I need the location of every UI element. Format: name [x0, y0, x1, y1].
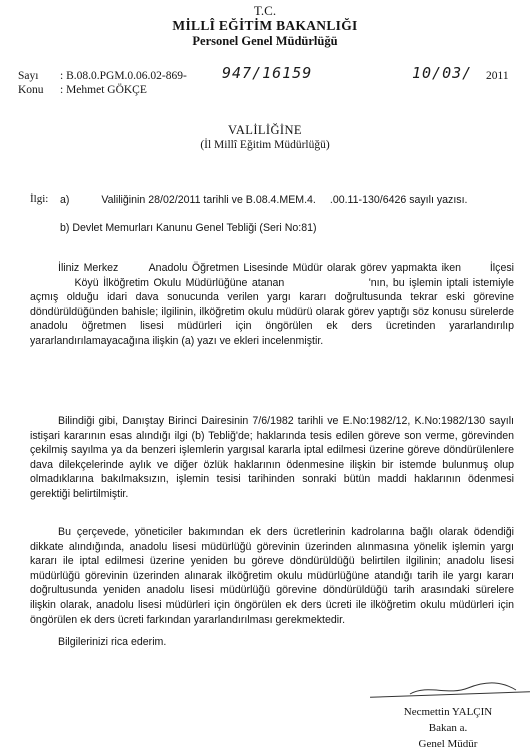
header-department: Personel Genel Müdürlüğü	[192, 34, 338, 48]
ilgi-a-text: Valiliğinin 28/02/2011 tarihli ve B.08.4.MEM.4.	[101, 194, 316, 206]
p1-part-c: İlçesi	[489, 262, 514, 274]
signer-name: Necmettin YALÇIN	[403, 706, 493, 718]
redacted-text	[72, 197, 98, 203]
redacted-text	[465, 265, 485, 271]
konu-value: : Mehmet GÖKÇE	[60, 84, 147, 96]
date-year: 2011	[486, 70, 509, 82]
sayi-label: Sayı	[18, 70, 39, 82]
addressee-subtitle: (İl Millî Eğitim Müdürlüğü)	[200, 139, 330, 151]
ilgi-label: İlgi:	[30, 193, 49, 205]
ilgi-item-a	[60, 193, 515, 208]
paragraph-1	[30, 261, 514, 349]
p1-part-a: İliniz Merkez	[58, 262, 119, 274]
p1-part-b: Anadolu Öğretmen Lisesinde Müdür olarak görev yapmakta iken	[148, 262, 462, 274]
p1-part-e: 'nın, bu işlemin iptali istemiyle açmış olduğu idari dava sonucunda verilen yargı kararı doğrultusunda tekrar eski görevine döndürüldüğünden bahisle; ilgilinin, ilköğretim okulu müdürü olarak görev yaptığı söz konusu sürelerde anadolu öğretmen lisesi müdürleri için öngörülen ek ders ücretinden yararlandırılıp yararlandırılamayacağına ilişkin (a) yazı ve ekleri incelenmiştir.	[30, 276, 515, 347]
redacted-text	[30, 280, 70, 286]
ilgi-a-text2: .00.11-130/6426 sayılı yazısı.	[329, 194, 468, 206]
redacted-text	[289, 280, 369, 286]
signer-title-1: Bakan a.	[428, 722, 468, 734]
paragraph-4: Bilgilerinizi rica ederim.	[58, 636, 167, 648]
date-handwritten: 10/03/	[412, 64, 473, 82]
ilgi-item-b: b) Devlet Memurları Kanunu Genel Tebliği (Seri No:81)	[60, 222, 317, 234]
redacted-text	[316, 197, 330, 203]
header-country: T.C.	[253, 3, 277, 18]
redacted-text	[123, 265, 145, 271]
paragraph-2: Bilindiği gibi, Danıştay Birinci Dairesinin 7/6/1982 tarihli ve E.No:1982/12, K.No:1982/130 sayılı istişari kararının esas alındığı ilgi (b) Tebliğ'de; haklarında tesis edilen göreve son verme, görevinden çekilmiş sayılma ya da benzeri işlemlerin yargısal kararla iptal edilmesi üzerine göreve döndürülenlere dava dilekçelerinde aylık ve diğer özlük haklarının ödenmesine ilişkin bir istemde bulunmuş olup olmadıklarına bakılmaksızın, işlemin tesisi tarihinden sonraki bütün maddi haklarının ödenmesi gerektiği belirtilmiştir.	[30, 415, 514, 500]
header-ministry: MİLLÎ EĞİTİM BAKANLIĞI	[172, 18, 358, 33]
sayi-value: : B.08.0.PGM.0.06.02-869-	[60, 70, 187, 82]
paragraph-3: Bu çerçevede, yöneticiler bakımından ek ders ücretlerinin kadrolarına bağlı olarak ödendiği dikkate alındığında, anadolu lisesi müdürlüğü görevinin üzerinden alınmasına yönelik işlemin yargı kararı ile iptal edilmesi üzerine yeniden bu göreve döndürüldüğü belirtilen ilgilinin; anadolu lisesi müdürlüğü görevinin üzerinden alınarak ilköğretim okulu müdürlüğüne atandığı tarih ile yargı kararı doğrultusunda yeniden anadolu lisesi müdürlüğü görevine döndürüldüğü tarih arasındaki sürelere ilişkin olarak, anadolu lisesi müdürleri için öngörülen ek ders ücreti ile ilköğretim okulu müdürleri için öngörülen ek ders ücreti farkından yararlandırılması gerekmektedir.	[30, 526, 514, 626]
ilgi-a-prefix: a)	[60, 194, 70, 206]
p1-part-d: Köyü İlköğretim Okulu Müdürlüğüne atanan	[74, 276, 285, 289]
addressee-title: VALİLİĞİNE	[228, 123, 302, 137]
signer-title-2: Genel Müdür	[418, 738, 478, 750]
konu-label: Konu	[18, 84, 44, 96]
sayi-handwritten: 947/16159	[222, 64, 313, 82]
